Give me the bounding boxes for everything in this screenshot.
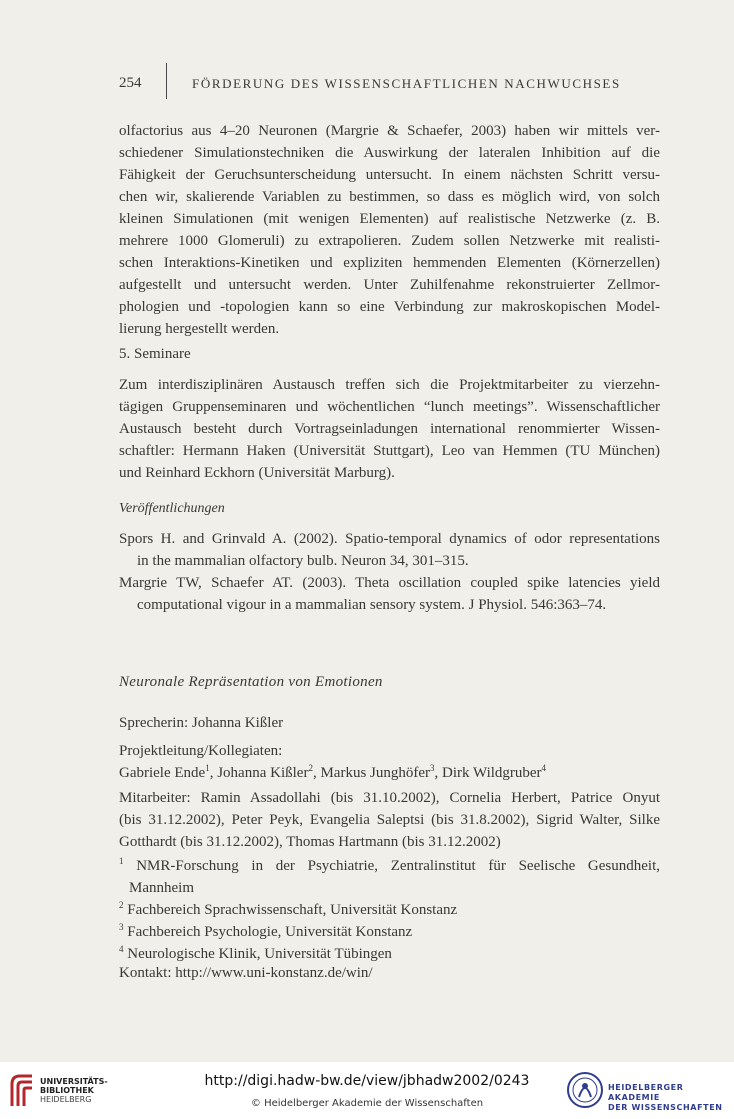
paragraph-seminare: [119, 374, 660, 484]
leadership-label: Projektleitung/Kollegiaten:: [119, 743, 283, 759]
footnote: [119, 855, 660, 877]
text-line: Mitarbeiter: Ramin Assadollahi (bis 31.10.2002), Cornelia Herbert, Patrice Onyut: [119, 790, 660, 806]
text-line: tägigen Gruppenseminaren und wöchentlichen “lunch meetings”. Wissenschaftlicher: [119, 399, 660, 415]
text-line: chen wir, skalierende Variablen zu bestimmen, so dass es möglich wird, von solch: [119, 189, 660, 205]
text-line: (bis 31.12.2002), Peter Peyk, Evangelia Saleptsi (bis 31.8.2002), Sigrid Walter, Silke: [119, 812, 660, 828]
staff-paragraph: [119, 787, 660, 853]
text-line: kleinen Simulationen (mit wenigen Elementen) auf realistische Netzwerke (z. B.: [119, 211, 660, 227]
library-name-line: BIBLIOTHEK: [40, 1086, 94, 1095]
footnote-text: Neurologische Klinik, Universität Tübingen: [127, 946, 392, 962]
footnote-marker: 3: [430, 763, 435, 773]
footnote-text: NMR-Forschung in der Psychiatrie, Zentralinstitut für Seelische Gesundheit,: [136, 858, 660, 874]
footnote-marker: 1: [205, 763, 210, 773]
footnote-number: 2: [119, 900, 124, 910]
digitization-footer: [0, 1062, 734, 1119]
text-line: Austausch besteht durch Vortragseinladungen international renommierter Wissen-: [119, 421, 660, 437]
text-line: mehrere 1000 Glomeruli) zu extrapolieren. Zudem sollen Netzwerke mit realisti-: [119, 233, 660, 249]
leadership-names: [119, 762, 660, 784]
separator: ,: [434, 765, 443, 781]
academy-name-line: DER WISSENSCHAFTEN: [608, 1103, 723, 1112]
footnote-marker: 4: [541, 763, 547, 773]
library-city: HEIDELBERG: [40, 1095, 92, 1104]
footnote-marker: 2: [308, 763, 313, 773]
footnote-number: 4: [119, 944, 124, 954]
text-line: phologien und -topologien kann so eine Verbindung zur makroskopischen Model-: [119, 299, 660, 315]
footnote-text: Fachbereich Sprachwissenschaft, Universität Konstanz: [127, 902, 458, 918]
text-line: aufgestellt und untersucht werden. Unter Zuhilfenahme rekonstruierter Zellmor-: [119, 277, 660, 293]
reference-line: computational vigour in a mammalian sensory system. J Physiol. 546:363–74.: [137, 597, 607, 613]
person-name: Markus Junghöfer: [320, 765, 431, 781]
reference-line: Spors H. and Grinvald A. (2002). Spatio-temporal dynamics of odor representations: [119, 531, 660, 547]
text-line: und Reinhard Eckhorn (Universität Marburg).: [119, 465, 395, 481]
footnote: [119, 921, 660, 943]
reference-item: [119, 528, 660, 572]
project-leadership: [119, 740, 660, 784]
speaker-line: Sprecherin: Johanna Kißler: [119, 715, 284, 731]
footnote-continuation: Mannheim: [129, 880, 194, 896]
text-line: lierung hergestellt werden.: [119, 321, 280, 337]
academy-name-line: HEIDELBERGER AKADEMIE: [608, 1083, 684, 1102]
text-line: schaftler: Hermann Haken (Universität Stuttgart), Leo van Hemmen (TU München): [119, 443, 660, 459]
text-line: schiedener Simulationstechniken die Auswirkung der lateralen Inhibition auf die: [119, 145, 660, 161]
footnote-number: 1: [119, 856, 124, 866]
separator: ,: [312, 765, 321, 781]
text-line: Fähigkeit der Geruchsunterscheidung untersucht. In einem nächsten Schritt versu-: [119, 167, 660, 183]
reference-line: in the mammalian olfactory bulb. Neuron 34, 301–315.: [137, 553, 469, 569]
contact-line: Kontakt: http://www.uni-konstanz.de/win/: [119, 965, 373, 981]
page-number: 254: [119, 75, 142, 91]
project-title: Neuronale Repräsentation von Emotionen: [119, 674, 383, 690]
running-title: FÖRDERUNG DES WISSENSCHAFTLICHEN NACHWUCHSES: [192, 76, 621, 91]
permalink-url[interactable]: http://digi.hadw-bw.de/view/jbhadw2002/0243: [204, 1073, 530, 1089]
footnote: [119, 899, 660, 921]
header-divider: [166, 63, 167, 99]
text-line: olfactorius aus 4–20 Neuronen (Margrie & Schaefer, 2003) haben wir mittels ver-: [119, 123, 660, 139]
separator: ,: [209, 765, 218, 781]
academy-name: [608, 1083, 734, 1113]
section-heading-seminare: 5. Seminare: [119, 346, 191, 362]
reference-item: [119, 572, 660, 616]
academy-seal-icon: [566, 1071, 604, 1109]
copyright-notice: © Heidelberger Akademie der Wissenschaften: [250, 1098, 484, 1109]
paragraph-olfactorius: [119, 120, 660, 340]
person-name: Johanna Kißler: [217, 765, 309, 781]
footnotes: [119, 855, 660, 965]
person-name: Gabriele Ende: [119, 765, 206, 781]
person-name: Dirk Wildgruber: [442, 765, 542, 781]
footnote-number: 3: [119, 922, 124, 932]
text-line: Gotthardt (bis 31.12.2002), Thomas Hartmann (bis 31.12.2002): [119, 834, 501, 850]
footnote-text: Fachbereich Psychologie, Universität Konstanz: [127, 924, 413, 940]
text-line: schen Interaktions-Kinetiken und expliziten hemmenden Elementen (Körnerzellen): [119, 255, 660, 271]
library-name-line: UNIVERSITÄTS-: [40, 1077, 108, 1086]
running-header: [119, 71, 664, 97]
publications-heading: Veröffentlichungen: [119, 501, 225, 516]
text-line: Zum interdisziplinären Austausch treffen sich die Projektmitarbeiter zu vierzehn-: [119, 377, 660, 393]
reference-line: Margrie TW, Schaefer AT. (2003). Theta oscillation coupled spike latencies yield: [119, 575, 660, 591]
